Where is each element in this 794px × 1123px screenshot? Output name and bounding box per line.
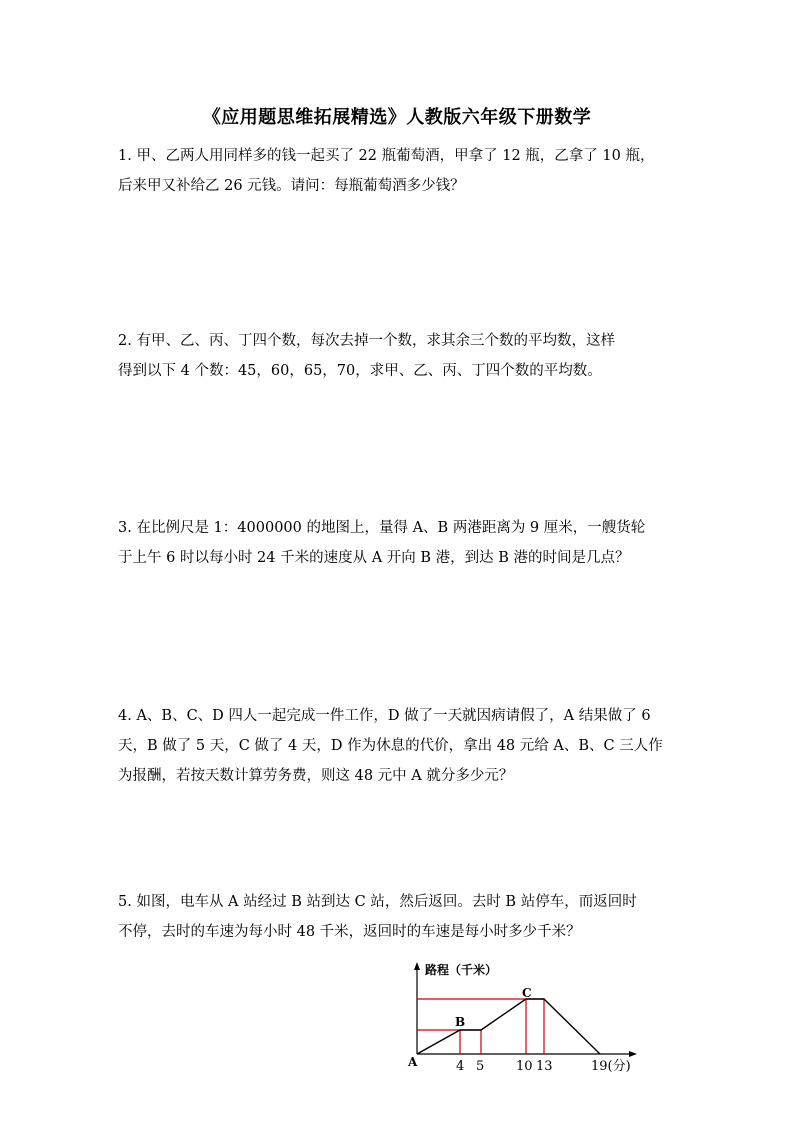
problem-line: 得到以下 4 个数：45，60，65，70，求甲、乙、丙、丁四个数的平均数。 <box>118 363 602 379</box>
travel-path <box>417 999 600 1054</box>
problem-2 <box>118 326 678 386</box>
figure-svg <box>405 958 655 1078</box>
problem-line: 为报酬，若按天数计算劳务费，则这 48 元中 A 就分多少元？ <box>118 768 514 784</box>
x-tick-label: 5 <box>476 1059 485 1074</box>
distance-time-figure <box>405 958 655 1078</box>
x-tick-label: 10 <box>516 1059 533 1074</box>
problem-number: 3. <box>118 520 132 536</box>
problem-5 <box>118 887 678 947</box>
point-label-a: A <box>408 1055 418 1069</box>
problem-number: 2. <box>118 333 132 349</box>
problem-line: 天，B 做了 5 天，C 做了 4 天，D 作为休息的代价，拿出 48 元给 A、B、C 三人作 <box>118 738 663 754</box>
problem-3 <box>118 513 678 573</box>
problem-4 <box>118 701 678 791</box>
problem-line: 5. 如图，电车从 A 站经过 B 站到达 C 站，然后返回。去时 B 站停车，而返回时 <box>118 894 637 910</box>
point-label-c: C <box>522 986 532 1000</box>
problem-line: 3. 在比例尺是 1：4000000 的地图上，量得 A、B 两港距离为 9 厘米，一艘货轮 <box>118 520 646 536</box>
y-axis-label: 路程（千米） <box>425 963 498 977</box>
point-label-b: B <box>455 1015 466 1029</box>
x-axis-arrow <box>629 1051 637 1057</box>
x-tick-label: 13 <box>536 1059 553 1074</box>
problem-line: 1. 甲、乙两人用同样多的钱一起买了 22 瓶葡萄酒，甲拿了 12 瓶，乙拿了 10 瓶， <box>118 148 655 164</box>
problem-line: 4. A、B、C、D 四人一起完成一件工作，D 做了一天就因病请假了，A 结果做了 6 <box>118 708 651 724</box>
x-tick-label: 4 <box>456 1059 465 1074</box>
problem-line: 2. 有甲、乙、丙、丁四个数，每次去掉一个数，求其余三个数的平均数，这样 <box>118 333 615 349</box>
problem-1 <box>118 141 678 201</box>
problem-number: 1. <box>118 148 132 164</box>
problem-number: 4. <box>118 708 132 724</box>
page-title: 《应用题思维拓展精选》人教版六年级下册数学 <box>202 107 592 128</box>
problem-number: 5. <box>118 894 132 910</box>
x-axis-label: 19(分) <box>591 1059 631 1074</box>
problem-line: 后来甲又补给乙 26 元钱。请问：每瓶葡萄酒多少钱？ <box>118 178 465 194</box>
problem-line: 不停，去时的车速为每小时 48 千米，返回时的车速是每小时多少千米？ <box>118 924 581 940</box>
y-axis-arrow <box>414 962 420 970</box>
problem-line: 于上午 6 时以每小时 24 千米的速度从 A 开向 B 港，到达 B 港的时间是几点？ <box>118 550 630 566</box>
